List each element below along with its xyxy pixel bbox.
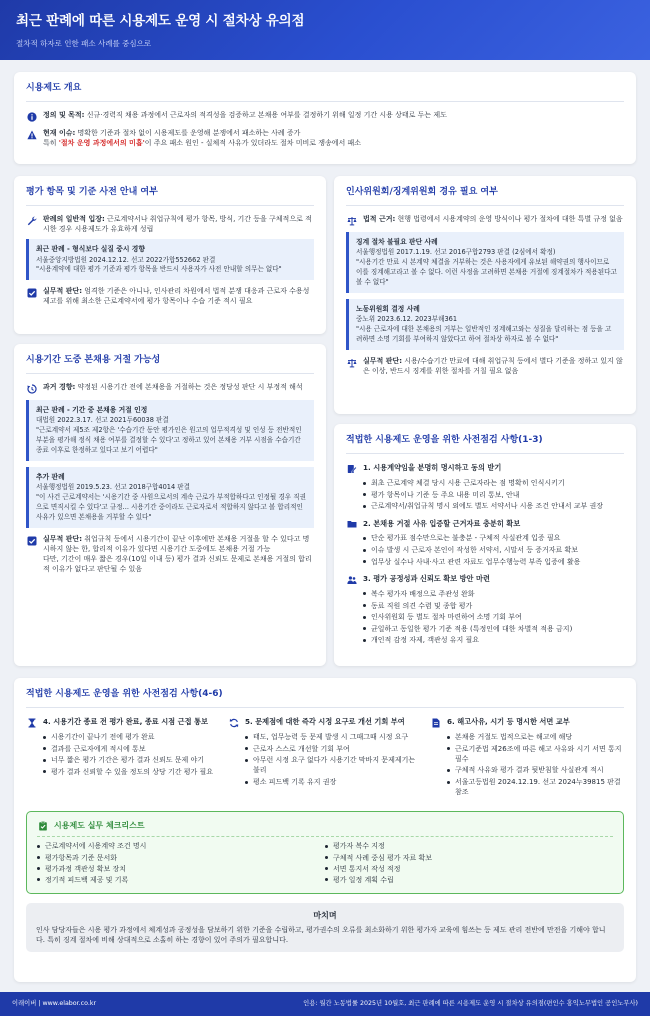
refusal-case1-title: 최근 판례 - 기간 중 본채용 거절 인정 bbox=[36, 406, 148, 415]
page-header bbox=[0, 0, 650, 60]
list-item: 복수 평가자 배정으로 주관성 완화 bbox=[363, 589, 624, 599]
clipboard-check-icon bbox=[37, 820, 49, 832]
list-item: 아무런 시정 요구 없다가 시용기간 막바지 문제제기는 불리 bbox=[245, 755, 422, 775]
step-2-heading bbox=[346, 517, 624, 530]
scale-icon bbox=[346, 357, 358, 369]
closing-box bbox=[26, 903, 624, 952]
list-item: 동료 직원 의견 수렴 및 종합 평가 bbox=[363, 601, 624, 611]
list-item: 너무 짧은 평가 기간은 평가 결과 신뢰도 문제 야기 bbox=[43, 755, 220, 765]
refusal-card bbox=[14, 344, 326, 666]
step-6-heading bbox=[430, 716, 624, 729]
checkbox-icon bbox=[26, 287, 38, 299]
committee-case2-line1: 중노위 2023.6.12. 2023부해361 bbox=[356, 314, 458, 323]
info-icon bbox=[26, 111, 38, 123]
list-item: 정기적 피드백 제공 및 기록 bbox=[37, 875, 325, 885]
list-item: 평가 결과 신뢰할 수 있을 정도의 상당 기간 평가 필요 bbox=[43, 767, 220, 777]
step-4-title: 4. 시용기간 종료 전 평가 완료, 종료 시점 근접 통보 bbox=[43, 717, 208, 727]
practical-checklist-left bbox=[37, 841, 325, 886]
page-subtitle: 절차적 하자로 인한 패소 사례를 중심으로 bbox=[16, 38, 152, 48]
issue-line2-pre: 특히 bbox=[43, 139, 59, 148]
eval-case-line2: "시용계약에 대한 평가 기준과 평가 항목을 반드시 사용자가 사전 안내할 의무는 없다" bbox=[36, 265, 282, 274]
warning-icon bbox=[26, 129, 38, 141]
list-item: 결과를 근로자에게 적시에 통보 bbox=[43, 744, 220, 754]
list-item: 서울고등법원 2024.12.19. 선고 2024누39815 판결 참조 bbox=[447, 777, 624, 797]
practical-checklist-grid bbox=[37, 841, 613, 886]
list-item: 구체적 사유와 평가 결과 뒷받침할 사실관계 적시 bbox=[447, 765, 624, 775]
refusal-p1-label: 과거 경향: bbox=[43, 383, 76, 392]
list-item: 근로계약서에 시용계약 조건 명시 bbox=[37, 841, 325, 851]
committee-p2-text: 시용/수습기간 만료에 대해 취업규칙 등에서 별다 기준을 정하고 있지 않은 이상, 반드시 징계를 위한 절차를 거칠 필요 없음 bbox=[363, 356, 623, 375]
folder-icon bbox=[346, 518, 358, 530]
list-item: 평가자 복수 지정 bbox=[325, 841, 613, 851]
eval-point-2 bbox=[26, 286, 314, 306]
list-item: 이슈 발생 시 근로자 본인이 작성한 서약서, 시말서 등 증거자료 확보 bbox=[363, 545, 624, 555]
committee-case1-line1: 서울행정법원 2017.1.19. 선고 2016구합2793 판결 (2심에서 확정) bbox=[356, 248, 556, 257]
refusal-point-1 bbox=[26, 382, 314, 395]
list-item: 인사위원회 등 별도 절차 마련하여 소명 기회 부여 bbox=[363, 612, 624, 622]
committee-point-1 bbox=[346, 214, 624, 227]
list-item: 근로기준법 제26조에 따른 해고 사유와 시기 서면 통지 필수 bbox=[447, 744, 624, 764]
step-4-column bbox=[26, 716, 220, 803]
eval-p2-text: 엄격한 기준은 아니나, 인사관리 차원에서 법적 분쟁 대응과 근로자 수용성 제고를 위해 최소한 근로계약서에 평가 항목이나 수습 기준 적시 필요 bbox=[43, 287, 310, 306]
committee-case1-box bbox=[346, 232, 624, 293]
footer-site-link[interactable]: 이래이버 | www.elabor.co.kr bbox=[12, 1000, 97, 1008]
checkbox-icon bbox=[26, 535, 38, 547]
step-3-list bbox=[363, 589, 624, 646]
eval-point-1 bbox=[26, 214, 314, 234]
step-1-title: 1. 시용계약임을 분명히 명시하고 동의 받기 bbox=[363, 463, 502, 473]
step-5-title: 5. 문제점에 대한 즉각 시정 요구로 개선 기회 부여 bbox=[245, 717, 405, 727]
committee-case1-line2: "시용기간 만료 시 본계약 체결을 거부하는 것은 사용자에게 유보된 해약권의 행사이므로 이를 징계해고라고 볼 수 없다. 이런 사정을 고려하면 본채용 거절에 징계절차가 적용된다고 볼 수 없다" bbox=[356, 258, 617, 286]
closing-body: 인사 담당자들은 시용 평가 과정에서 체계성과 공정성을 담보하기 위한 기준을 수립하고, 평가권수의 오류를 최소화하기 위한 평가자 교육에 힘쓰는 등 제도 관리 전반에 만전을 기해야 합니다. 특히 징계 절차에 비해 상대적으로 소홀히 하는 경향이 있어 주의가 필요합니다. bbox=[36, 925, 606, 944]
definition-label: 정의 및 목적: bbox=[43, 111, 85, 120]
committee-case2-box bbox=[346, 299, 624, 350]
refusal-p2-extra: 다만, 기간이 매우 짧은 경우(10일 이내 등) 평가 결과 신뢰도 문제로 본채용 거절의 합리적 이유가 없다고 판단될 수 있음 bbox=[43, 554, 312, 573]
step-5-column bbox=[228, 716, 422, 803]
list-item: 최초 근로계약 체결 당시 시용 근로자라는 점 명확히 인식시키기 bbox=[363, 478, 624, 488]
refusal-point-2 bbox=[26, 534, 314, 575]
eval-card bbox=[14, 176, 326, 334]
document-edit-icon bbox=[346, 463, 358, 475]
refusal-case1-box bbox=[26, 400, 314, 461]
issue-line2-post: 이 주요 패소 원인 - 실체적 사유가 있더라도 절차 미비로 쟁송에서 패소 bbox=[144, 139, 362, 148]
people-icon bbox=[346, 574, 358, 586]
refusal-p2-label: 실무적 판단: bbox=[43, 534, 83, 543]
step-6-title: 6. 해고사유, 시기 등 명시한 서면 교부 bbox=[447, 717, 570, 727]
file-icon bbox=[430, 717, 442, 729]
checklist-1-3-title: 적법한 시용제도 운영을 위한 사전점검 사항(1-3) bbox=[346, 434, 624, 454]
checklist-4-6-card bbox=[14, 678, 636, 982]
closing-title: 마치며 bbox=[313, 910, 337, 920]
step-3-heading bbox=[346, 573, 624, 586]
overview-card bbox=[14, 72, 636, 164]
committee-p1-label: 법적 근거: bbox=[363, 215, 396, 224]
step-4-list bbox=[43, 732, 220, 777]
refusal-case1-line1: 대법원 2022.3.17. 선고 2021두60038 판결 bbox=[36, 416, 169, 425]
steps-4-6-columns bbox=[26, 716, 624, 803]
scale-icon bbox=[346, 215, 358, 227]
list-item: 본채용 거절도 법적으로는 해고에 해당 bbox=[447, 732, 624, 742]
page-title: 최근 판례에 따른 시용제도 운영 시 절차상 유의점 bbox=[16, 13, 305, 29]
eval-p1-text: 근로계약서나 취업규칙에 평가 항목, 방식, 기간 등을 구체적으로 적시한 경우 시용제도가 유효하게 성립 bbox=[43, 215, 312, 234]
eval-case-box bbox=[26, 239, 314, 280]
step-3-title: 3. 평가 공정성과 신뢰도 확보 방안 마련 bbox=[363, 574, 490, 584]
eval-case-line1: 서울중앙지방법원 2024.12.12. 선고 2022가합552662 판결 bbox=[36, 255, 216, 264]
list-item: 근로계약서/취업규칙 명시 외에도 별도 서약서나 시용 조건 안내서 교부 권장 bbox=[363, 501, 624, 511]
checklist-4-6-title: 적법한 시용제도 운영을 위한 사전점검 사항(4-6) bbox=[26, 688, 624, 708]
list-item: 평가 일정 계획 수립 bbox=[325, 875, 613, 885]
step-5-list bbox=[245, 732, 422, 787]
footer-citation: 인용: 월간 노동법률 2025년 10월호, 최근 판례에 따른 시용제도 운영 시 절차상 유의점(편인수 홍익노무법인 공인노무사) bbox=[303, 1000, 638, 1008]
step-6-column bbox=[430, 716, 624, 803]
refusal-case2-title: 추가 판례 bbox=[36, 472, 65, 481]
eval-p2-label: 실무적 판단: bbox=[43, 287, 83, 296]
history-icon bbox=[26, 383, 38, 395]
wrench-icon bbox=[26, 215, 38, 227]
practical-checklist-title: 시용제도 실무 체크리스트 bbox=[54, 821, 145, 831]
overview-title: 시용제도 개요 bbox=[26, 82, 624, 102]
step-5-heading bbox=[228, 716, 422, 729]
list-item: 평가항목과 기준 문서화 bbox=[37, 853, 325, 863]
list-item: 업무상 실수나 사내·사고 관련 자료도 업무수행능력 부족 입증에 활용 bbox=[363, 557, 624, 567]
hourglass-icon bbox=[26, 717, 38, 729]
step-4-heading bbox=[26, 716, 220, 729]
page-footer bbox=[0, 992, 650, 1016]
practical-checklist-box bbox=[26, 811, 624, 894]
step-6-list bbox=[447, 732, 624, 797]
list-item: 구체적 사례 중심 평가 자료 확보 bbox=[325, 853, 613, 863]
committee-case1-title: 징계 절차 불필요 판단 사례 bbox=[356, 238, 438, 247]
refusal-case1-line2: "근로계약서 제5조 제2항은 '수습기간 동안 평가인은 원고의 업무적격성 및 인성 등 전반적인 부분을 평가해 정식 채용 여부를 결정할 수 있다'고 정하고 있어 본채용 거부 시점을 수습기간 종료 이후로 한정하고 있다고 보기 어렵다" bbox=[36, 426, 302, 454]
committee-card bbox=[334, 176, 636, 414]
issue-label: 현재 이슈: bbox=[43, 129, 76, 138]
list-item: 시용기간이 끝나기 전에 평가 완료 bbox=[43, 732, 220, 742]
refusal-case2-line2: "이 사건 근로계약서는 '시용기간 중 사원으로서의 계속 근로가 부적합하다고 인정될 경우 직권으로 면직시킬 수 있다'고 규정... 시용기간 중이라도 근로자로서 적합하지 않다고 볼 합리적인 사유가 있으면 본채용을 거부할 수 있다" bbox=[36, 492, 306, 521]
committee-case2-line2: "시용 근로자에 대한 본채용의 거부는 일반적인 징계해고와는 성질을 달리하는 점 등을 고려하면 소명 기회를 부여하지 않았다고 하여 절차상 하자로 볼 수 없다" bbox=[356, 324, 612, 343]
list-item: 균일하고 동일한 평가 기준 적용 (특정인에 대한 차별적 적용 금지) bbox=[363, 624, 624, 634]
refresh-icon bbox=[228, 717, 240, 729]
eval-case-title: 최근 판례 - 형식보다 실질 중시 경향 bbox=[36, 245, 145, 254]
committee-p2-label: 실무적 판단: bbox=[363, 356, 403, 365]
list-item: 근로자 스스로 개선할 기회 부여 bbox=[245, 744, 422, 754]
committee-case2-title: 노동위원회 결정 사례 bbox=[356, 304, 420, 313]
list-item: 단순 평가표 점수만으로는 불충분 - 구체적 사실관계 입증 필요 bbox=[363, 533, 624, 543]
definition-text: 신규·경력직 채용 과정에서 근로자의 적격성을 검증하고 본채용 여부를 결정하기 위해 일정 기간 시용 상태로 두는 제도 bbox=[84, 111, 447, 120]
checklist-1-3-card bbox=[334, 424, 636, 666]
refusal-p2-text: 취업규칙 등에서 시용기간이 끝난 이후에만 본채용 거절을 할 수 있다고 명시하지 않는 한, 합리적 이유가 있다면 시용기간 도중에도 본채용 거절 가능 bbox=[43, 534, 310, 553]
practical-checklist-heading bbox=[37, 819, 613, 837]
eval-title: 평가 항목 및 기준 사전 안내 여부 bbox=[26, 186, 314, 206]
step-1-heading bbox=[346, 462, 624, 475]
definition-row bbox=[26, 110, 624, 123]
committee-point-2 bbox=[346, 356, 624, 376]
refusal-case2-box bbox=[26, 467, 314, 528]
refusal-case2-line1: 서울행정법원 2019.5.23. 선고 2018구합4014 판결 bbox=[36, 482, 191, 491]
list-item: 태도, 업무능력 등 문제 발생 시 그때그때 시정 요구 bbox=[245, 732, 422, 742]
issue-row bbox=[26, 128, 624, 148]
issue-text: 명확한 기준과 절차 없이 시용제도를 운영해 분쟁에서 패소하는 사례 증가 bbox=[75, 129, 301, 138]
committee-p1-text: 현행 법령에서 시용계약의 운영 방식이나 평가 절차에 대한 특별 규정 없음 bbox=[395, 215, 623, 224]
issue-highlight: '절차 운영 과정에서의 미흡' bbox=[58, 139, 145, 148]
list-item: 평가과정 객관성 확보 장치 bbox=[37, 864, 325, 874]
step-1-list bbox=[363, 478, 624, 511]
refusal-p1-text: 약정된 시용기간 전에 본채용을 거절하는 것은 정당성 판단 시 부정적 해석 bbox=[75, 383, 303, 392]
list-item: 개인적 감정 자제, 객관성 유지 필요 bbox=[363, 635, 624, 645]
step-2-list bbox=[363, 533, 624, 566]
list-item: 평가 항목이나 기준 등 주요 내용 미리 통보, 안내 bbox=[363, 490, 624, 500]
eval-p1-label: 판례의 일반적 입장: bbox=[43, 215, 105, 224]
list-item: 서면 통지서 작성 적정 bbox=[325, 864, 613, 874]
list-item: 평소 피드백 기록 유지 권장 bbox=[245, 777, 422, 787]
practical-checklist-right bbox=[325, 841, 613, 886]
committee-title: 인사위원회/징계위원회 경유 필요 여부 bbox=[346, 186, 624, 206]
refusal-title: 시용기간 도중 본채용 거절 가능성 bbox=[26, 354, 314, 374]
step-2-title: 2. 본채용 거절 사유 입증할 근거자료 충분히 확보 bbox=[363, 518, 521, 528]
